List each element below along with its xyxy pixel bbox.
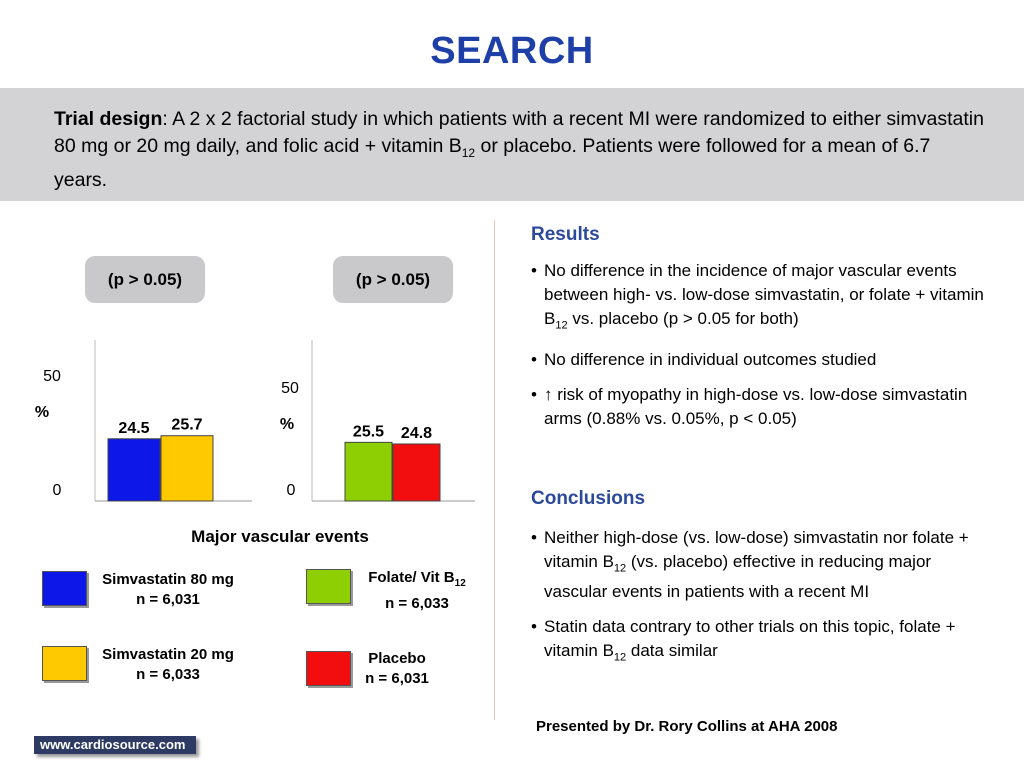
results-heading: Results <box>531 224 600 245</box>
chart2-ylabel: % <box>279 416 295 433</box>
chart2-ytick-max: 50 <box>281 380 299 397</box>
results-bullet-1-text-a: No difference in the incidence of major vascular events between high- vs. low-dose simvastatin, or folate + vitamin B <box>544 261 984 328</box>
conclusions-bullet-2-text-a: Statin data contrary to other trials on this topic, folate + vitamin B <box>544 617 956 661</box>
results-bullet-1-text-b: vs. placebo (p > 0.05 for both) <box>567 309 799 328</box>
conclusions-bullet-2-text-b: data similar <box>626 641 718 661</box>
legend-n-placebo: n = 6,031 <box>365 670 429 687</box>
chart1-bar-2 <box>161 436 213 501</box>
conclusions-bullet-2-sub: 12 <box>613 651 627 664</box>
legend-label-simva80 <box>88 570 248 610</box>
trial-design-text-1: : A 2 x 2 factorial study in which patients with a recent MI were randomized to either simvastatin 80 mg or 20 mg daily, and folic acid + vitamin B <box>54 108 984 157</box>
legend-sub-folate: 12 <box>454 578 466 589</box>
legend-swatch-placebo <box>306 651 351 686</box>
chart1-ylabel: % <box>34 404 50 421</box>
legend-n-simva80: n = 6,031 <box>136 591 200 608</box>
footer-url[interactable]: www.cardiosource.com <box>34 736 196 754</box>
chart1-data-label-1: 24.5 <box>118 419 150 437</box>
chart1-ytick-min: 0 <box>52 482 62 499</box>
legend-label-simva20 <box>88 645 248 685</box>
legend-name-simva20: Simvastatin 20 mg <box>102 646 234 663</box>
chart1-ytick-max: 50 <box>43 368 61 385</box>
conclusions-bullet-1-sub: 12 <box>613 562 627 575</box>
conclusions-bullet-2 <box>531 615 991 669</box>
chart1-p-value-box: (p > 0.05) <box>85 256 205 303</box>
chart2-ytick-min: 0 <box>286 482 296 499</box>
chart2-bar-1 <box>345 442 392 501</box>
conclusions-list <box>531 526 991 681</box>
legend-name-simva80: Simvastatin 80 mg <box>102 571 234 588</box>
conclusions-bullet-1-text-a: Neither high-dose (vs. low-dose) simvastatin nor folate + vitamin B <box>544 528 969 571</box>
chart2-data-label-1: 25.5 <box>352 423 385 441</box>
legend-swatch-simva80 <box>42 571 87 606</box>
trial-design-text-2: or placebo. Patients were followed for a mean of 6.7 years. <box>54 135 931 191</box>
conclusions-bullet-1-text-b: (vs. placebo) effective in reducing major vascular events in patients with a recent MI <box>544 552 932 602</box>
conclusions-bullet-1 <box>531 526 991 604</box>
chart-2 <box>280 340 475 501</box>
legend-label-placebo <box>352 649 442 689</box>
presented-by: Presented by Dr. Rory Collins at AHA 2008 <box>536 718 838 735</box>
chart1-data-label-2: 25.7 <box>171 416 203 434</box>
trial-design-label: Trial design <box>54 108 163 130</box>
legend-name-placebo: Placebo <box>368 650 426 667</box>
legend-label-folate <box>352 568 482 614</box>
results-bullet-2: • No difference in individual outcomes studied <box>531 348 991 372</box>
results-bullet-1-sub: 12 <box>555 319 568 332</box>
results-bullet-1 <box>531 259 991 337</box>
chart2-data-label-2: 24.8 <box>400 424 433 442</box>
legend-n-folate: n = 6,033 <box>385 595 449 612</box>
trial-design-subscript: 12 <box>461 145 476 160</box>
page-title: SEARCH <box>430 30 594 72</box>
conclusions-heading: Conclusions <box>531 488 646 509</box>
chart1-bar-1 <box>108 439 160 501</box>
chart2-p-value-box: (p > 0.05) <box>333 256 453 303</box>
results-list <box>531 259 991 442</box>
legend-swatch-folate <box>306 569 351 604</box>
legend-name-folate: Folate/ Vit B <box>368 569 455 586</box>
legend-n-simva20: n = 6,033 <box>136 666 200 683</box>
chart-1 <box>35 340 252 501</box>
legend-swatch-simva20 <box>42 646 87 681</box>
results-bullet-3: • ↑ risk of myopathy in high-dose vs. low-dose simvastatin arms (0.88% vs. 0.05%, p < 0.05) <box>531 383 991 431</box>
chart2-bar-2 <box>393 444 440 501</box>
chart-caption: Major vascular events <box>191 527 369 546</box>
